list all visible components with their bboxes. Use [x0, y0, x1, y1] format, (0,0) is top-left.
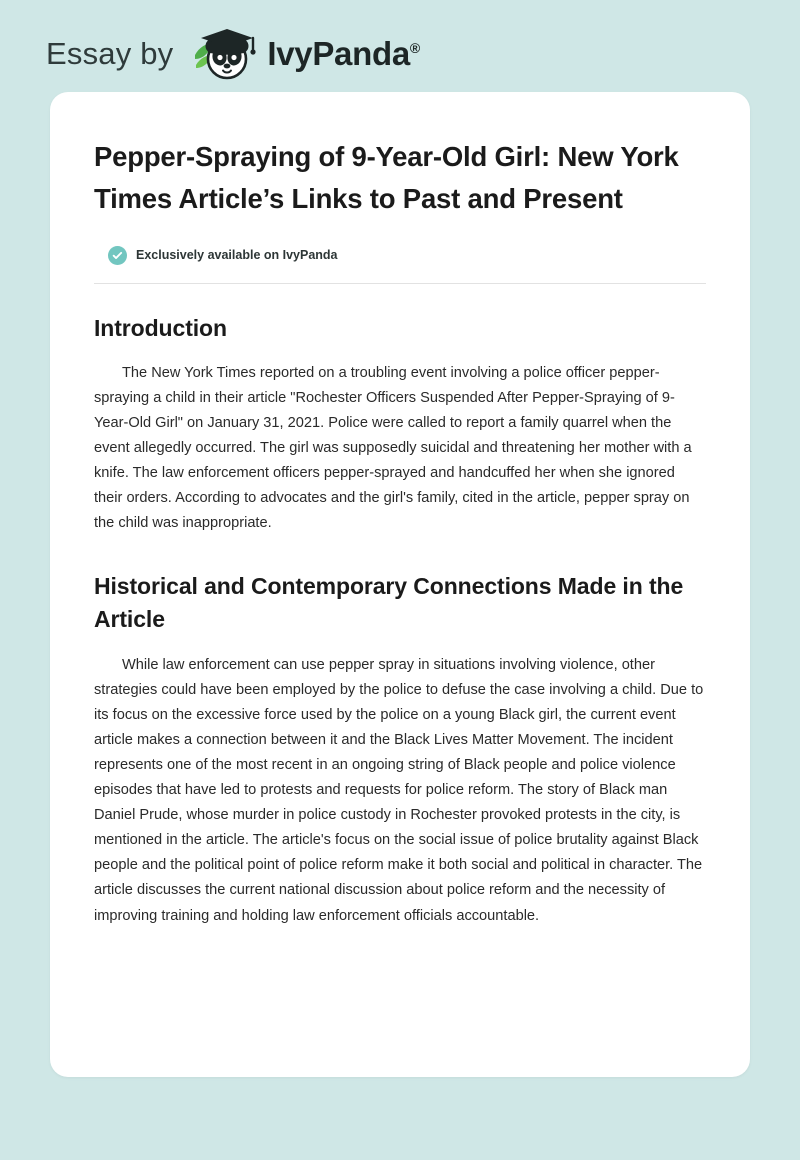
registered-mark: ®: [409, 40, 420, 56]
exclusive-badge-label: Exclusively available on IvyPanda: [136, 248, 338, 263]
exclusive-badge: [108, 246, 706, 265]
section-heading-introduction: Introduction: [94, 314, 227, 341]
brand-name: IvyPanda®: [267, 35, 420, 72]
brand-header: [0, 0, 800, 70]
header-divider: [94, 283, 706, 284]
check-circle-icon: [108, 246, 127, 265]
section-heading-connections: Historical and Contemporary Connections Made in the Article: [94, 573, 684, 633]
panda-graduate-icon: [187, 25, 261, 83]
section-paragraph: While law enforcement can use pepper spray in situations involving violence, other strategies could have been employed by the police to defuse the case involving a child. Due to its focus on the excessive force used by the police on a young Black girl, the current event article makes a connection between it and the Black Lives Matter Movement. The incident represents one of the most recent in an ongoing string of Black people and police violence episodes that have led to protests and requests for police reform. The story of Black man Daniel Prude, whose murder in police custody in Rochester provoked protests in the city, is mentioned in the article. The article's focus on the social issue of police brutality against Black people and the political point of police reform make it both social and political in character. The article discusses the current national discussion about police reform and the necessity of improving training and holding law enforcement officials accountable.: [94, 656, 704, 924]
section-paragraph: The New York Times reported on a troubling event involving a police officer pepper-spraying a child in their article "Rochester Officers Suspended After Pepper-Spraying of 9-Year-Old Girl" on January 31, 2021. Police were called to report a family quarrel when the event allegedly occurred. The girl was supposedly suicidal and threatening her mother with a knife. The law enforcement officers pepper-sprayed and handcuffed her when she ignored their orders. According to advocates and the girl's family, cited in the article, pepper spray on the child was inappropriate.: [94, 364, 692, 532]
ivypanda-logo[interactable]: [187, 25, 420, 83]
brand-prefix: Essay by: [46, 36, 174, 71]
page-title: Pepper-Spraying of 9-Year-Old Girl: New York Times Article’s Links to Past and Present: [94, 141, 679, 214]
document-card: [50, 92, 750, 1077]
